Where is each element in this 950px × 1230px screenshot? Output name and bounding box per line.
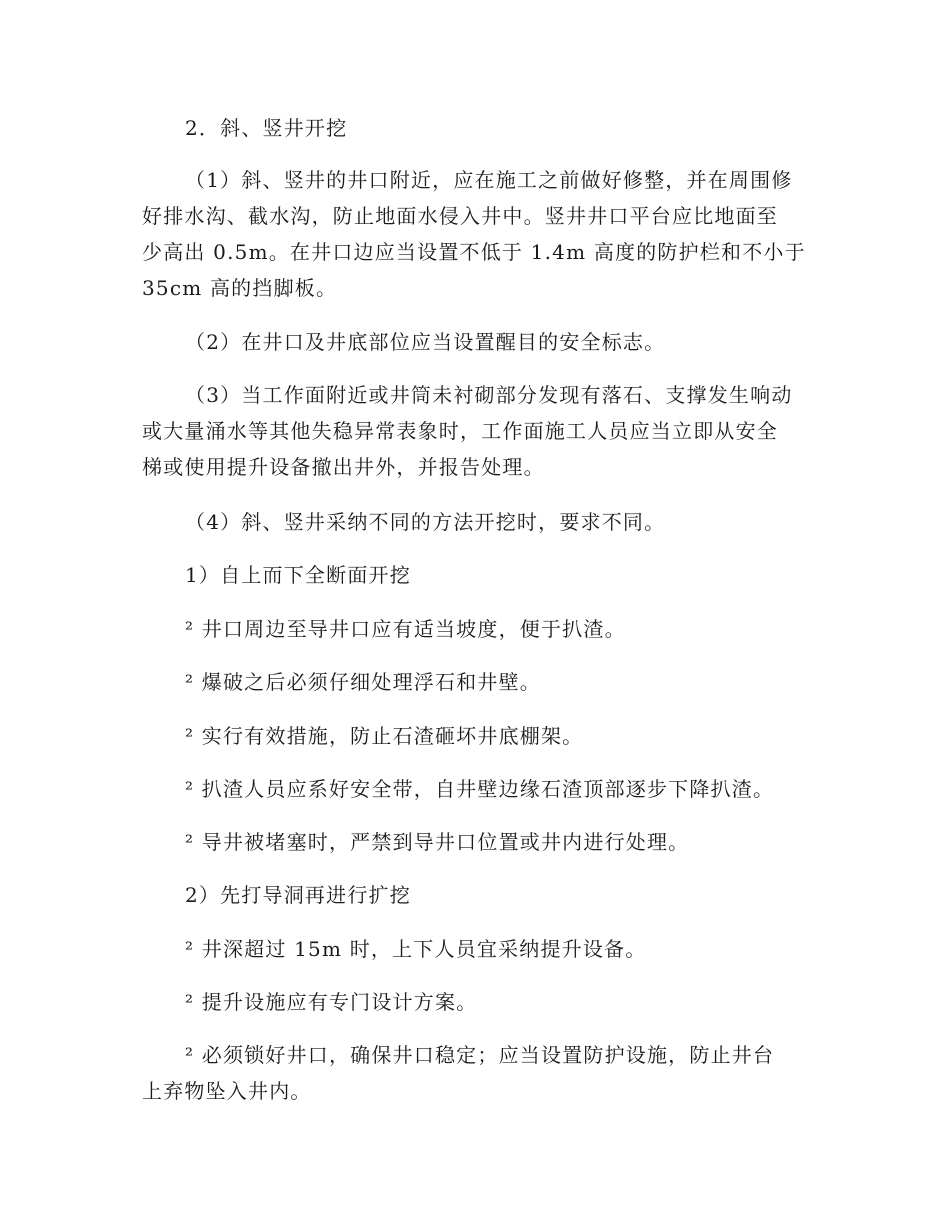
list-item: ² 导井被堵塞时，严禁到导井口位置或井内进行处理。 [185,830,690,854]
paragraph-1-line-4: 35cm 高的挡脚板。 [142,276,338,300]
section-heading: 2．斜、竖井开挖 [185,116,348,140]
list-item-line-1: ² 必须锁好井口，确保井口稳定；应当设置防护设施，防止井台 [185,1043,775,1067]
subsection-1-heading: 1）自上而下全断面开挖 [185,563,411,587]
paragraph-1-line-2: 好排水沟、截水沟，防止地面水侵入井中。竖井井口平台应比地面至 [142,204,778,228]
list-item: ² 井口周边至导井口应有适当坡度，便于扒渣。 [185,617,626,641]
list-item: ² 扒渣人员应系好安全带，自井壁边缘石渣顶部逐步下降扒渣。 [185,777,775,801]
list-item: ² 实行有效措施，防止石渣砸坏井底棚架。 [185,724,584,748]
list-item-line-2: 上弃物坠入井内。 [142,1079,312,1103]
paragraph-3-line-3: 梯或使用提升设备撤出井外，并报告处理。 [142,455,545,479]
paragraph-1-line-3: 少高出 0.5m。在井口边应当设置不低于 1.4m 高度的防护栏和不小于 [142,240,806,264]
paragraph-2: （2）在井口及井底部位应当设置醒目的安全标志。 [185,330,666,354]
list-item: ² 爆破之后必须仔细处理浮石和井壁。 [185,670,541,694]
subsection-2-heading: 2）先打导洞再进行扩挖 [185,883,411,907]
list-item: ² 提升设施应有专门设计方案。 [185,990,478,1014]
paragraph-3-line-2: 或大量涌水等其他失稳异常表象时，工作面施工人员应当立即从安全 [142,419,778,443]
paragraph-3-line-1: （3）当工作面附近或井筒未衬砌部分发现有落石、支撑发生响动 [185,383,793,407]
paragraph-1-line-1: （1）斜、竖井的井口附近，应在施工之前做好修整，并在周围修 [185,168,793,192]
paragraph-4: （4）斜、竖井采纳不同的方法开挖时，要求不同。 [185,510,666,534]
list-item: ² 井深超过 15m 时，上下人员宜采纳提升设备。 [185,937,647,961]
